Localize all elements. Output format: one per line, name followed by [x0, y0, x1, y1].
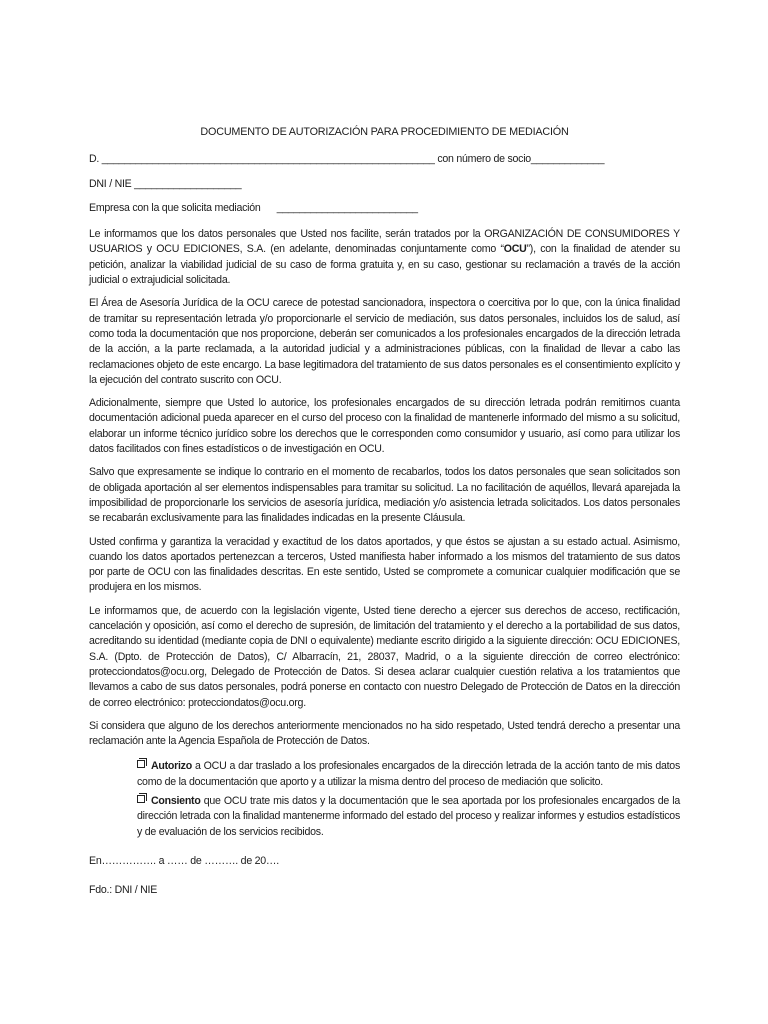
- name-member-field: D. ___________________________________________________________ con número de socio_____________: [89, 153, 605, 166]
- date-place-line: En……………. a …… de ………. de 20….: [89, 854, 279, 867]
- company-field-label: Empresa con la que solicita mediación: [89, 201, 261, 214]
- paragraph-additional: Adicionalmente, siempre que Usted lo autorice, los profesionales encargados de su dirección letrada podrán remitirnos cuanta documentación adicional pueda aparecer en el curso del proceso con la finalidad de mantenerle informado del mismo a su solicitud, elaborar un informe técnico jurídico sobre los derechos que le corresponden como consumidor y usuario, así como para utilizar los datos facilitados con fines estadísticos o de investigación en OCU.: [89, 397, 680, 456]
- document-title: DOCUMENTO DE AUTORIZACIÓN PARA PROCEDIMIENTO DE MEDIACIÓN: [200, 126, 569, 138]
- authorize-label: Autorizo: [151, 760, 192, 773]
- consent-checkbox[interactable]: [137, 794, 148, 804]
- paragraph-mandatory-data: Salvo que expresamente se indique lo contrario en el momento de recabarlos, todos los datos personales que sean solicitados son de obligada aportación al ser elementos indispensables para tramitar su solicitud. La no facilitación de aquéllos, llevará aparejada la imposibilidad de proporcionarle los servicios de asesoría jurídica, mediación y/o asistencia letrada solicitados. Los datos personales se recabarán exclusivamente para las finalidades indicadas en la presente Cláusula.: [89, 466, 680, 525]
- ocu-bold-term: OCU: [503, 243, 527, 256]
- authorize-checkbox[interactable]: [137, 759, 148, 769]
- consent-label: Consiento: [151, 794, 201, 807]
- paragraph-rights: Le informamos que, de acuerdo con la legislación vigente, Usted tiene derecho a ejercer sus derechos de acceso, rectificación, cancelación y oposición, así como el derecho de supresión, de limitación del tratamiento y el derecho a la portabilidad de sus datos, acreditando su identidad (mediante copia de DNI o equivalente) mediante escrito dirigido a la siguiente dirección: OCU EDICIONES, S.A. (Dpto. de Protección de Datos), C/ Albarracín, 21, 28037, Madrid, o a la siguiente dirección de correo electrónico: protecciondatos@ocu.org, Delegado de Protección de Datos. Si desea aclarar cualquier cuestión relativa a los tratamientos que llevamos a cabo de sus datos personales, podrá ponerse en contacto con nuestro Delegado de Protección de Datos en la dirección de correo electrónico: protecciondatos@ocu.org.: [89, 604, 680, 709]
- authorize-checkbox-item: [137, 759, 680, 790]
- company-field-blank: _________________________: [276, 201, 418, 214]
- dni-field: DNI / NIE ___________________: [89, 177, 242, 190]
- paragraph-confirmation: Usted confirma y garantiza la veracidad y exactitud de los datos aportados, y que éstos se ajustan a su estado actual. Asimismo, cuando los datos aportados pertenezcan a terceros, Usted manifiesta haber informado a los mismos del tratamiento de sus datos por parte de OCU con las finalidades descritas. En este sentido, Usted se compromete a comunicar cualquier modificación que se produjera en los mismos.: [89, 535, 680, 594]
- paragraph-complaint: Si considera que alguno de los derechos anteriormente mencionados no ha sido respetado, Usted tendrá derecho a presentar una reclamación ante la Agencia Española de Protección de Datos.: [89, 719, 680, 748]
- consent-checkbox-item: [137, 794, 680, 840]
- company-field: [89, 201, 680, 216]
- authorize-text: a OCU a dar traslado a los profesionales encargados de la dirección letrada de la acción tanto de mis datos como de la documentación que aporto y a utilizar la misma dentro del proceso de mediación que solicito.: [137, 760, 680, 788]
- paragraph-data-controller: [89, 227, 680, 288]
- paragraph-legal-area: El Área de Asesoría Jurídica de la OCU carece de potestad sancionadora, inspectora o coercitiva por lo que, con la única finalidad de tramitar su representación letrada y/o proporcionarle el servicio de mediación, sus datos personales, incluidos los de salud, así como toda la documentación que nos proporcione, deberán ser comunicados a los profesionales encargados de la dirección letrada de la acción, a la parte reclamada, a la autoridad judicial y a administraciones públicas, con la finalidad de llevar a cabo las reclamaciones objeto de este encargo. La base legitimadora del tratamiento de sus datos personales es el consentimiento explícito y la ejecución del contrato suscrito con OCU.: [89, 297, 680, 386]
- signature-line: Fdo.: DNI / NIE: [89, 884, 158, 897]
- consent-text: que OCU trate mis datos y la documentación que le sea aportada por los profesionales encargados de la dirección letrada con la finalidad mantenerme informado del estado del proceso y realizar informes y estudios estadísticos y de evaluación de los servicios recibidos.: [137, 794, 680, 838]
- paragraph-text: ”), con la finalidad de atender su petición, analizar la viabilidad judicial de su caso de forma gratuita y, en su caso, gestionar su reclamación a través de la acción judicial o extrajudicial solicitada.: [89, 243, 680, 287]
- paragraph-text: Le informamos que los datos personales que Usted nos facilite, serán tratados por la ORGANIZACIÓN DE CONSUMIDORES Y USUARIOS y OCU EDICIONES, S.A. (en adelante, denominadas conjuntamente como “: [89, 228, 680, 256]
